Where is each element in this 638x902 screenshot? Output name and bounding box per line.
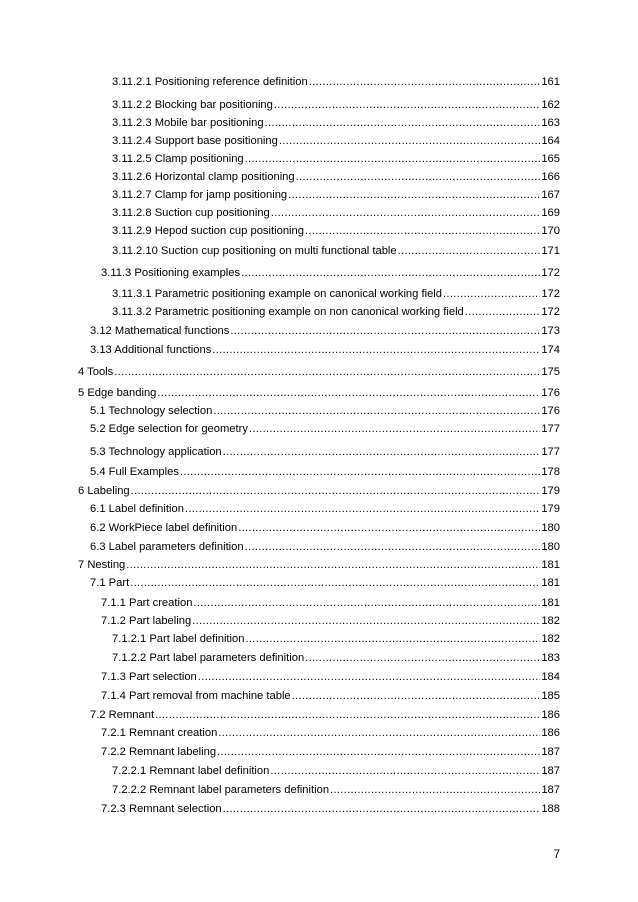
toc-entry-title[interactable]: 7 Nesting (78, 559, 126, 571)
toc-dot-leader (245, 541, 541, 554)
toc-entry-page: 179 (541, 503, 560, 515)
toc-entry-page: 173 (541, 325, 560, 337)
toc-entry[interactable] (101, 266, 560, 280)
toc-entry[interactable] (112, 244, 560, 258)
toc-dot-leader (443, 288, 540, 301)
toc-entry-title[interactable]: 7.1.1 Part creation (101, 597, 193, 609)
toc-entry-page: 186 (541, 727, 560, 739)
toc-entry[interactable] (78, 386, 560, 400)
toc-entry[interactable] (90, 708, 560, 722)
toc-entry-page: 176 (541, 405, 560, 417)
toc-entry-title[interactable]: 7.1.2 Part labeling (101, 615, 192, 627)
toc-entry-page: 163 (541, 117, 560, 129)
toc-entry[interactable] (90, 324, 560, 338)
toc-dot-leader (292, 690, 541, 703)
toc-entry[interactable] (112, 305, 560, 319)
toc-dot-leader (126, 559, 540, 572)
toc-dot-leader (198, 671, 541, 684)
toc-entry[interactable] (78, 558, 560, 572)
toc-entry[interactable] (112, 98, 560, 112)
toc-entry[interactable] (112, 224, 560, 238)
toc-entry[interactable] (90, 576, 560, 590)
toc-dot-leader (305, 225, 540, 238)
toc-entry[interactable] (112, 152, 560, 166)
toc-entry-page: 186 (541, 709, 560, 721)
toc-entry-title[interactable]: 7.1.2.1 Part label definition (112, 633, 245, 645)
toc-entry[interactable] (90, 540, 560, 554)
toc-dot-leader (114, 366, 540, 379)
toc-entry[interactable] (112, 206, 560, 220)
toc-entry-title[interactable]: 7.2.2.2 Remnant label parameters definition (112, 784, 330, 796)
toc-entry[interactable] (112, 116, 560, 130)
toc-entry-title[interactable]: 3.11.2.7 Clamp for jamp positioning (112, 189, 288, 201)
toc-entry[interactable] (90, 445, 560, 459)
toc-entry-page: 184 (541, 671, 560, 683)
page-number: 7 (553, 849, 560, 861)
toc-entry-title[interactable]: 6 Labeling (78, 485, 130, 497)
toc-entry-title[interactable]: 7.1.2.2 Part label parameters definition (112, 652, 305, 664)
toc-entry-title[interactable]: 3.11.2.3 Mobile bar positioning (112, 117, 264, 129)
toc-entry-page: 182 (541, 633, 560, 645)
toc-entry-title[interactable]: 7.1.3 Part selection (101, 671, 197, 683)
toc-entry-page: 175 (541, 366, 560, 378)
toc-dot-leader (155, 709, 540, 722)
toc-entry-page: 161 (541, 76, 560, 88)
toc-dot-leader (249, 423, 540, 436)
toc-dot-leader (398, 245, 541, 258)
toc-entry-title[interactable]: 7.2.2 Remnant labeling (101, 746, 217, 758)
toc-entry-title[interactable]: 3.11.3.2 Parametric positioning example on non canonical working field (112, 306, 464, 318)
toc-entry-title[interactable]: 5.1 Technology selection (90, 405, 213, 417)
toc-dot-leader (185, 503, 540, 516)
toc-entry-page: 172 (541, 267, 560, 279)
toc-entry-title[interactable]: 3.11.2.8 Suction cup positioning (112, 207, 270, 219)
toc-entry[interactable] (112, 783, 560, 797)
toc-dot-leader (157, 387, 540, 400)
toc-dot-leader (223, 446, 541, 459)
toc-entry[interactable] (78, 365, 560, 379)
toc-entry-title[interactable]: 3.11.3 Positioning examples (101, 267, 241, 279)
toc-dot-leader (130, 577, 540, 590)
toc-dot-leader (238, 522, 540, 535)
toc-dot-leader (131, 485, 541, 498)
toc-entry[interactable] (101, 726, 560, 740)
toc-entry-page: 176 (541, 387, 560, 399)
toc-dot-leader (465, 306, 541, 319)
toc-entry[interactable] (112, 188, 560, 202)
toc-entry-title[interactable]: 7.2.1 Remnant creation (101, 727, 218, 739)
toc-dot-leader (274, 99, 540, 112)
toc-entry-page: 181 (541, 559, 560, 571)
toc-entry-page: 172 (541, 306, 560, 318)
toc-entry-title[interactable]: 3.11.2.6 Horizontal clamp positioning (112, 171, 295, 183)
toc-entry-page: 183 (541, 652, 560, 664)
toc-entry-page: 174 (541, 344, 560, 356)
toc-entry-title[interactable]: 4 Tools (78, 366, 114, 378)
toc-dot-leader (217, 746, 540, 759)
toc-dot-leader (330, 784, 540, 797)
toc-dot-leader (309, 76, 541, 89)
toc-dot-leader (193, 597, 540, 610)
toc-entry-page: 188 (541, 803, 560, 815)
toc-dot-leader (270, 765, 540, 778)
toc-dot-leader (296, 171, 541, 184)
toc-entry-title[interactable]: 3.11.2.1 Positioning reference definition (112, 76, 308, 88)
toc-entry[interactable] (101, 802, 560, 816)
toc-entry-title[interactable]: 7.2.3 Remnant selection (101, 803, 222, 815)
toc-entry-title[interactable]: 5.4 Full Examples (90, 466, 179, 478)
toc-entry-title[interactable]: 5.3 Technology application (90, 446, 222, 458)
toc-entry[interactable] (90, 404, 560, 418)
toc-dot-leader (245, 633, 540, 646)
toc-entry-page: 180 (541, 541, 560, 553)
toc-entry[interactable] (78, 484, 560, 498)
toc-entry-title[interactable]: 5 Edge banding (78, 387, 157, 399)
toc-entry[interactable] (112, 651, 560, 665)
toc-entry[interactable] (112, 632, 560, 646)
toc-dot-leader (180, 466, 540, 479)
toc-entry[interactable] (90, 343, 560, 357)
toc-dot-leader (305, 652, 540, 665)
toc-entry[interactable] (101, 670, 560, 684)
toc-entry-title[interactable]: 7.2.2.1 Remnant label definition (112, 765, 270, 777)
toc-entry-page: 187 (541, 746, 560, 758)
toc-dot-leader (218, 727, 540, 740)
toc-entry-title[interactable]: 3.13 Additional functions (90, 344, 212, 356)
toc-entry-page: 171 (541, 245, 560, 257)
toc-entry-title[interactable]: 3.11.2.5 Clamp positioning (112, 153, 244, 165)
toc-entry-page: 172 (541, 288, 560, 300)
toc-entry[interactable] (90, 502, 560, 516)
toc-entry[interactable] (101, 614, 560, 628)
toc-entry-page: 185 (541, 690, 560, 702)
toc-entry-page: 177 (541, 423, 560, 435)
toc-entry[interactable] (101, 745, 560, 759)
toc-entry-page: 181 (541, 597, 560, 609)
toc-entry-title[interactable]: 7.1 Part (90, 577, 130, 589)
toc-entry-page: 177 (541, 446, 560, 458)
toc-dot-leader (230, 325, 540, 338)
toc-dot-leader (288, 189, 540, 202)
toc-dot-leader (265, 117, 541, 130)
toc-entry-page: 162 (541, 99, 560, 111)
toc-entry-page: 164 (541, 135, 560, 147)
toc-dot-leader (223, 803, 541, 816)
toc-dot-leader (241, 267, 540, 280)
toc-entry[interactable] (90, 465, 560, 479)
toc-entry-page: 181 (541, 577, 560, 589)
toc-entry[interactable] (112, 287, 560, 301)
toc-entry-title[interactable]: 3.11.3.1 Parametric positioning example on canonical working field (112, 288, 443, 300)
toc-dot-leader (212, 344, 540, 357)
toc-entry-page: 169 (541, 207, 560, 219)
toc-entry-page: 187 (541, 765, 560, 777)
toc-entry[interactable] (112, 170, 560, 184)
toc-entry[interactable] (101, 596, 560, 610)
toc-entry-page: 179 (541, 485, 560, 497)
toc-entry-title[interactable]: 5.2 Edge selection for geometry (90, 423, 248, 435)
toc-entry[interactable] (90, 521, 560, 535)
toc-entry-title[interactable]: 3.11.2.9 Hepod suction cup positioning (112, 225, 304, 237)
toc-entry-title[interactable]: 3.12 Mathematical functions (90, 325, 230, 337)
toc-entry[interactable] (112, 764, 560, 778)
toc-entry[interactable] (90, 422, 560, 436)
toc-entry-title[interactable]: 6.1 Label definition (90, 503, 184, 515)
toc-entry[interactable] (101, 689, 560, 703)
toc-entry-page: 167 (541, 189, 560, 201)
toc-entry-title[interactable]: 3.11.2.4 Support base positioning (112, 135, 278, 147)
toc-entry-page: 165 (541, 153, 560, 165)
toc-entry-title[interactable]: 7.2 Remnant (90, 709, 155, 721)
toc-entry-title[interactable]: 6.3 Label parameters definition (90, 541, 244, 553)
toc-entry-title[interactable]: 3.11.2.10 Suction cup positioning on multi functional table (112, 245, 397, 257)
toc-entry-title[interactable]: 7.1.4 Part removal from machine table (101, 690, 291, 702)
toc-entry-page: 166 (541, 171, 560, 183)
toc-entry-title[interactable]: 3.11.2.2 Blocking bar positioning (112, 99, 273, 111)
toc-dot-leader (271, 207, 541, 220)
toc-dot-leader (192, 615, 540, 628)
toc-entry-page: 178 (541, 466, 560, 478)
toc-dot-leader (279, 135, 540, 148)
toc-entry-title[interactable]: 6.2 WorkPiece label definition (90, 522, 238, 534)
toc-dot-leader (245, 153, 541, 166)
toc-entry-page: 182 (541, 615, 560, 627)
toc-entry-page: 187 (541, 784, 560, 796)
toc-entry-page: 170 (541, 225, 560, 237)
toc-entry[interactable] (112, 75, 560, 89)
toc-entry-page: 180 (541, 522, 560, 534)
toc-dot-leader (213, 405, 540, 418)
toc-entry[interactable] (112, 134, 560, 148)
